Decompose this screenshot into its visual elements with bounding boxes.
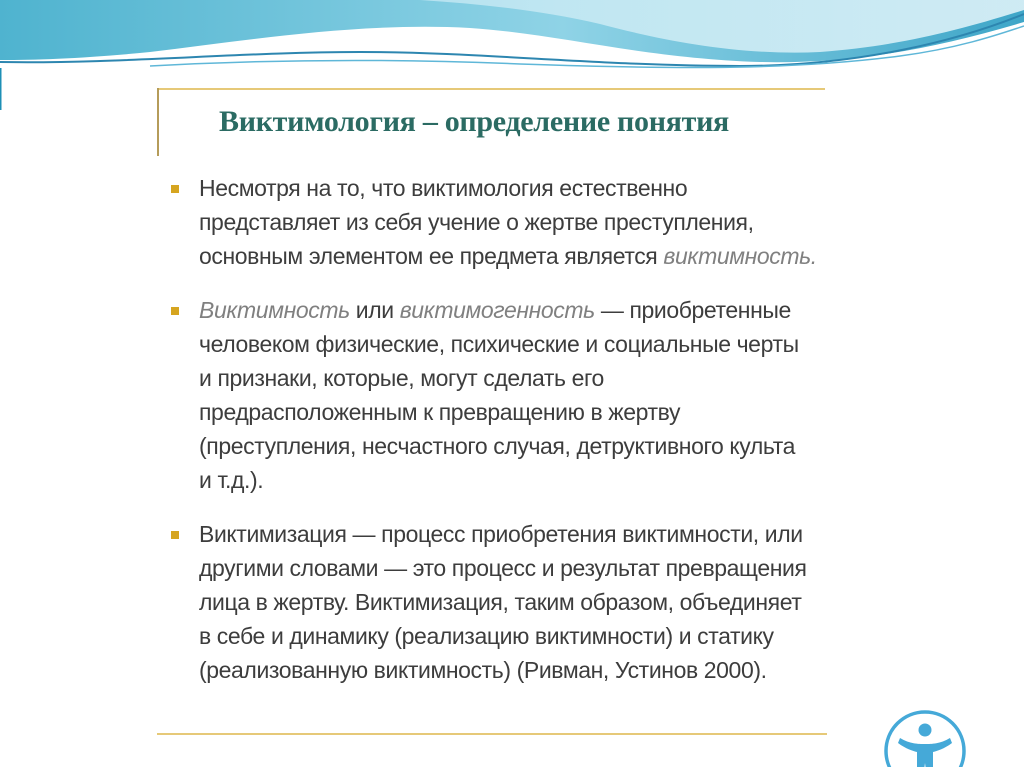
content-frame [157, 88, 827, 738]
bullet-line [199, 205, 825, 239]
bullet-item [157, 517, 825, 687]
term-text: виктимогенность [399, 297, 595, 323]
term-text: Виктимность [199, 297, 350, 323]
body-text: предрасположенным к превращению в жертву [199, 399, 681, 425]
body-text: лица в жертву. Виктимизация, таким образом, объединяет [199, 589, 802, 615]
body-text: Виктимизация — процесс приобретения виктимности, или [199, 521, 803, 547]
bullet-line [199, 551, 825, 585]
body-text: основным элементом ее предмета является [199, 243, 664, 269]
body-text: Несмотря на то, что виктимология естественно [199, 175, 688, 201]
body-text: или [349, 297, 400, 323]
bullet-line [199, 429, 825, 463]
body-text: (реализованную виктимность) (Ривман, Устинов 2000). [199, 657, 767, 683]
bullet-line [199, 361, 825, 395]
bullet-item [157, 293, 825, 497]
square-bullet-icon [171, 531, 179, 539]
frame-left-rule [157, 88, 159, 156]
bullet-line [199, 517, 825, 551]
person-figure-logo-icon [882, 708, 968, 767]
bullet-line [199, 395, 825, 429]
body-text: и т.д.). [199, 467, 264, 493]
slide-title: Виктимология – определение понятия [219, 105, 729, 138]
bullet-list [157, 171, 825, 707]
bullet-line [199, 585, 825, 619]
square-bullet-icon [171, 185, 179, 193]
body-text: и признаки, которые, могут сделать его [199, 365, 604, 391]
bullet-line [199, 239, 825, 273]
term-text: виктимность. [663, 243, 817, 269]
bullet-item [157, 171, 825, 273]
bullet-line [199, 653, 825, 687]
body-text: человеком физические, психические и социальные черты [199, 331, 799, 357]
body-text: другими словами — это процесс и результат превращения [199, 555, 807, 581]
body-text: (преступления, несчастного случая, детруктивного культа [199, 433, 795, 459]
frame-bottom-rule [157, 733, 827, 735]
body-text: — приобретенные [594, 297, 791, 323]
bullet-line [199, 293, 825, 327]
bullet-line [199, 619, 825, 653]
bullet-line [199, 171, 825, 205]
bullet-line [199, 327, 825, 361]
frame-top-rule [157, 88, 825, 90]
bullet-line [199, 463, 825, 497]
body-text: в себе и динамику (реализацию виктимности) и статику [199, 623, 774, 649]
body-text: представляет из себя учение о жертве преступления, [199, 209, 754, 235]
logo-head [919, 724, 932, 737]
square-bullet-icon [171, 307, 179, 315]
